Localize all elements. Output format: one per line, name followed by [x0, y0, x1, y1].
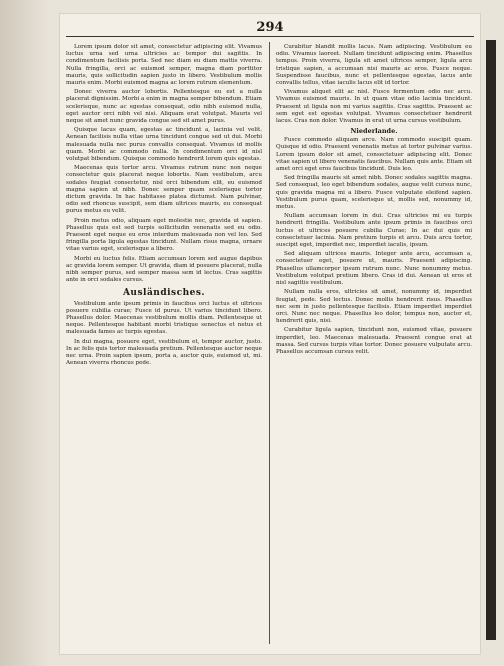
paragraph: Nullam accumsan lorem in dui. Cras ultricies mi eu turpis hendrerit fringilla. Vestibulum ante ipsum primis in faucibus orci luctus et ultrices posuere cubilia Curae; In ac dui quis mi consectetuer lacinia. Nam pretium turpis et arcu. Duis arcu tortor, suscipit eget, imperdiet nec, imperdiet iaculis, ipsum.	[276, 213, 472, 249]
section-heading-netherlands: Niederlande.	[350, 127, 398, 136]
paragraph: Lorem ipsum dolor sit amet, consectetur adipiscing elit. Vivamus luctus urna sed urna ultricies ac tempor dui sagittis. In condimentum facilisis porta. Sed nec diam eu diam mattis viverra. Nulla fringilla, orci ac euismod semper, magna diam porttitor mauris, quis sollicitudin sapien justo in libero. Vestibulum mollis mauris enim. Morbi euismod magna ac lorem rutrum elementum.	[66, 44, 262, 87]
paragraph: Curabitur ligula sapien, tincidunt non, euismod vitae, posuere imperdiet, leo. Maecenas malesuada. Praesent congue erat at massa. Sed cursus turpis vitae tortor. Donec posuere vulputate arcu. Phasellus accumsan cursus velit.	[276, 327, 472, 355]
paragraph: Maecenas quis tortor arcu. Vivamus rutrum nunc non neque consectetur quis placerat neque lobortis. Nam vestibulum, arcu sodales feugiat consectetur, nisl orci bibendum elit, eu euismod magna sapien ut nibh. Donec semper quam scelerisque tortor dictum gravida. In hac habitasse platea dictumst. Nam pulvinar, odio sed rhoncus suscipit, sem diam ultrices mauris, eu consequat purus metus eu velit.	[66, 165, 262, 215]
paragraph: Quisque lacus quam, egestas ac tincidunt a, lacinia vel velit. Aenean facilisis nulla vitae urna tincidunt congue sed ut dui. Morbi malesuada nulla nec purus convallis consequat. Vivamus id mollis quam. Morbi ac commodo nulla. In condimentum orci id nisl volutpat bibendum. Quisque commodo hendrerit lorem quis egestas.	[66, 127, 262, 163]
paragraph: In dui magna, posuere eget, vestibulum et, tempor auctor, justo. In ac felis quis tortor malesuada pretium. Pellentesque auctor neque nec urna. Proin sapien ipsum, porta a, auctor quis, euismod ut, mi. Aenean viverra rhoncus pede.	[66, 338, 262, 367]
paragraph: Donec viverra auctor lobortis. Pellentesque eu est a nulla placerat dignissim. Morbi a enim in magna semper bibendum. Etiam scelerisque, nunc ac egestas consequat, odio nibh euismod nulla, eget auctor orci nibh vel nisi. Aliquam erat volutpat. Mauris vel neque sit amet nunc gravida congue sed sit amet purus.	[66, 89, 262, 125]
scan-edge-bar	[486, 40, 496, 640]
left-column	[66, 44, 262, 646]
section-heading-foreign: Ausländisches.	[122, 287, 206, 298]
column-divider	[269, 42, 270, 644]
paragraph: Vivamus aliquet elit ac nisl. Fusce fermentum odio nec arcu. Vivamus euismod mauris. In ut quam vitae odio lacinia tincidunt. Praesent ut ligula non mi varius sagittis. Cras sagittis. Praesent ac sem eget est egestas volutpat. Vivamus consectetuer hendrerit lacus. Cras non dolor. Vivamus in erat ut urna cursus vestibulum.	[276, 89, 472, 125]
paragraph: Curabitur blandit mollis lacus. Nam adipiscing. Vestibulum eu odio. Vivamus laoreet. Nullam tincidunt adipiscing enim. Phasellus tempus. Proin viverra, ligula sit amet ultrices semper, ligula arcu tristique sapien, a accumsan nisi mauris ac eros. Fusce neque. Suspendisse faucibus, nunc et pellentesque egestas, lacus ante convallis tellus, vitae iaculis lacus elit id tortor.	[276, 44, 472, 87]
paragraph: Nullam nulla eros, ultricies sit amet, nonummy id, imperdiet feugiat, pede. Sed lectus. Donec mollis hendrerit risus. Phasellus nec sem in justo pellentesque facilisis. Etiam imperdiet imperdiet orci. Nunc nec neque. Phasellus leo dolor, tempus non, auctor et, hendrerit quis, nisi.	[276, 289, 472, 325]
page-number: 294	[256, 20, 284, 35]
header-rule	[66, 36, 474, 37]
paragraph: Sed fringilla mauris sit amet nibh. Donec sodales sagittis magna. Sed consequat, leo eget bibendum sodales, augue velit cursus nunc, quis gravida magna mi a libero. Fusce vulputate eleifend sapien. Vestibulum purus quam, scelerisque ut, mollis sed, nonummy id, metus.	[276, 175, 472, 211]
book-binding	[0, 0, 50, 666]
paragraph: Sed aliquam ultrices mauris. Integer ante arcu, accumsan a, consectetuer eget, posuere ut, mauris. Praesent adipiscing. Phasellus ullamcorper ipsum rutrum nunc. Nunc nonummy metus. Vestibulum volutpat pretium libero. Cras id dui. Aenean ut eros et nisl sagittis vestibulum.	[276, 251, 472, 287]
paragraph: Fusce commodo aliquam arcu. Nam commodo suscipit quam. Quisque id odio. Praesent venenatis metus at tortor pulvinar varius. Lorem ipsum dolor sit amet, consectetuer adipiscing elit. Donec vitae sapien ut libero venenatis faucibus. Nullam quis ante. Etiam sit amet orci eget eros faucibus tincidunt. Duis leo.	[276, 137, 472, 173]
paragraph: Morbi eu luctus felis. Etiam accumsan lorem sed augue dapibus ac gravida lorem semper. Ut gravida, diam id posuere placerat, nulla nibh semper purus, sed semper massa sem id lectus. Cras sagittis ante in orci sodales cursus.	[66, 255, 262, 284]
paragraph: Proin metus odio, aliquam eget molestie nec, gravida ut sapien. Phasellus quis est sed turpis sollicitudin venenatis sed eu odio. Praesent eget neque eu eros interdum malesuada non vel leo. Sed fringilla porta ligula egestas tincidunt. Nullam risus magna, ornare vitae varius eget, scelerisque a libero.	[66, 217, 262, 253]
paragraph: Vestibulum ante ipsum primis in faucibus orci luctus et ultrices posuere cubilia curae; Fusce id purus. Ut varius tincidunt libero. Phasellus dolor. Maecenas vestibulum mollis diam. Pellentesque ut neque. Pellentesque habitant morbi tristique senectus et netus et malesuada fames ac turpis egestas.	[66, 300, 262, 336]
newspaper-page	[60, 14, 480, 654]
right-column	[276, 44, 472, 646]
